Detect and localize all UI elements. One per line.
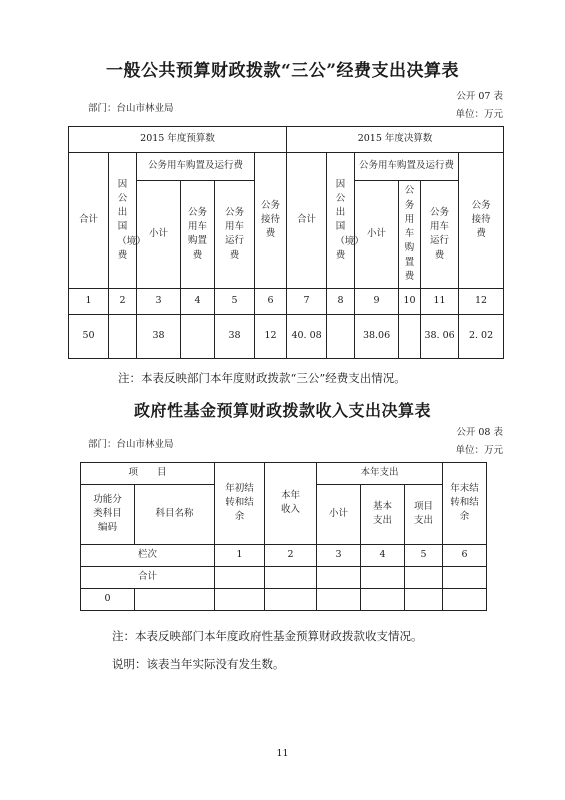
header-basic: 基本支出 (373, 501, 393, 527)
form1-note: 注：本表反映部门本年度财政拨款“三公”经费支出情况。 (118, 371, 406, 385)
form2-explain: 说明：该表当年实际没有发生数。 (112, 657, 285, 671)
col-num: 9 (355, 289, 399, 315)
header-car-group-actual: 公务用车购置及运行费 (355, 153, 459, 181)
row-code: 0 (81, 589, 135, 611)
header-car-operation-actual: 公务用车运行费 (430, 206, 450, 261)
value-cell (399, 315, 421, 359)
col-num: 4 (181, 289, 215, 315)
form2-title: 政府性基金预算财政拨款收入支出决算表 (133, 401, 431, 420)
budget-group-header: 2015 年度预算数 (69, 127, 287, 153)
col-num: 7 (287, 289, 327, 315)
header-subtotal2: 小计 (317, 485, 361, 545)
header-reception: 公务接待费 (261, 199, 281, 240)
header-item: 项 目 (81, 463, 215, 485)
header-subject-name: 科目名称 (135, 485, 215, 545)
value-cell: 38.06 (355, 315, 399, 359)
form2-department: 部门：台山市林业局 (88, 439, 174, 450)
actual-group-header: 2015 年度决算数 (287, 127, 504, 153)
header-closing-balance: 年末结转和结余 (450, 482, 479, 523)
col-num: 5 (215, 289, 255, 315)
header-reception-actual: 公务接待费 (471, 199, 491, 240)
header-income: 本年收入 (281, 490, 301, 516)
col-num: 8 (327, 289, 355, 315)
header-project: 项目支出 (414, 501, 434, 527)
value-cell: 50 (69, 315, 109, 359)
header-subtotal: 小计 (137, 181, 181, 289)
value-cell: 38 (215, 315, 255, 359)
three-public-expense-table (68, 126, 504, 359)
header-car-group: 公务用车购置及运行费 (137, 153, 255, 181)
value-cell (109, 315, 137, 359)
col-num: 6 (255, 289, 287, 315)
col-num: 1 (215, 545, 265, 567)
col-num: 1 (69, 289, 109, 315)
page-number: 11 (276, 748, 289, 759)
form2-note: 注：本表反映部门本年度政府性基金预算财政拨款收支情况。 (112, 629, 423, 643)
form2-unit: 单位：万元 (455, 445, 503, 456)
form1-unit: 单位：万元 (455, 109, 503, 120)
value-cell: 40. 08 (287, 315, 327, 359)
value-cell: 38. 06 (421, 315, 459, 359)
header-expense-group: 本年支出 (317, 463, 443, 485)
total-label: 合计 (81, 567, 215, 589)
form1-title: 一般公共预算财政拨款“三公”经费支出决算表 (105, 61, 460, 81)
col-num: 10 (399, 289, 421, 315)
col-num: 11 (421, 289, 459, 315)
row-label: 栏次 (81, 545, 215, 567)
col-num: 6 (443, 545, 487, 567)
col-num: 3 (137, 289, 181, 315)
value-cell (181, 315, 215, 359)
header-func-code: 功能分类科目编码 (93, 494, 122, 533)
header-total-actual: 合计 (287, 153, 327, 289)
header-car-purchase-actual: 公务用车购置费 (404, 185, 415, 282)
col-num: 5 (405, 545, 443, 567)
header-opening-balance: 年初结转和结余 (225, 482, 254, 523)
col-num: 12 (459, 289, 504, 315)
header-total: 合计 (69, 153, 109, 289)
value-cell: 2. 02 (459, 315, 504, 359)
header-abroad: 因公出国（境）费 (117, 178, 146, 261)
col-num: 2 (265, 545, 317, 567)
table-row (81, 589, 487, 611)
form1-department: 部门：台山市林业局 (88, 103, 174, 114)
header-subtotal-actual: 小计 (355, 181, 399, 289)
form2-code: 公开 08 表 (456, 427, 503, 438)
value-cell: 38 (137, 315, 181, 359)
column-number-row (69, 289, 504, 315)
table-row (69, 315, 504, 359)
value-cell (327, 315, 355, 359)
header-abroad-actual: 因公出国（境）费 (335, 178, 364, 261)
government-fund-table (80, 462, 487, 611)
col-num: 4 (361, 545, 405, 567)
column-number-row (81, 545, 487, 567)
col-num: 3 (317, 545, 361, 567)
table-row (81, 567, 487, 589)
value-cell: 12 (255, 315, 287, 359)
col-num: 2 (109, 289, 137, 315)
header-car-operation: 公务用车运行费 (224, 206, 244, 261)
header-car-purchase: 公务用车购置费 (187, 206, 207, 261)
form1-code: 公开 07 表 (456, 91, 503, 102)
